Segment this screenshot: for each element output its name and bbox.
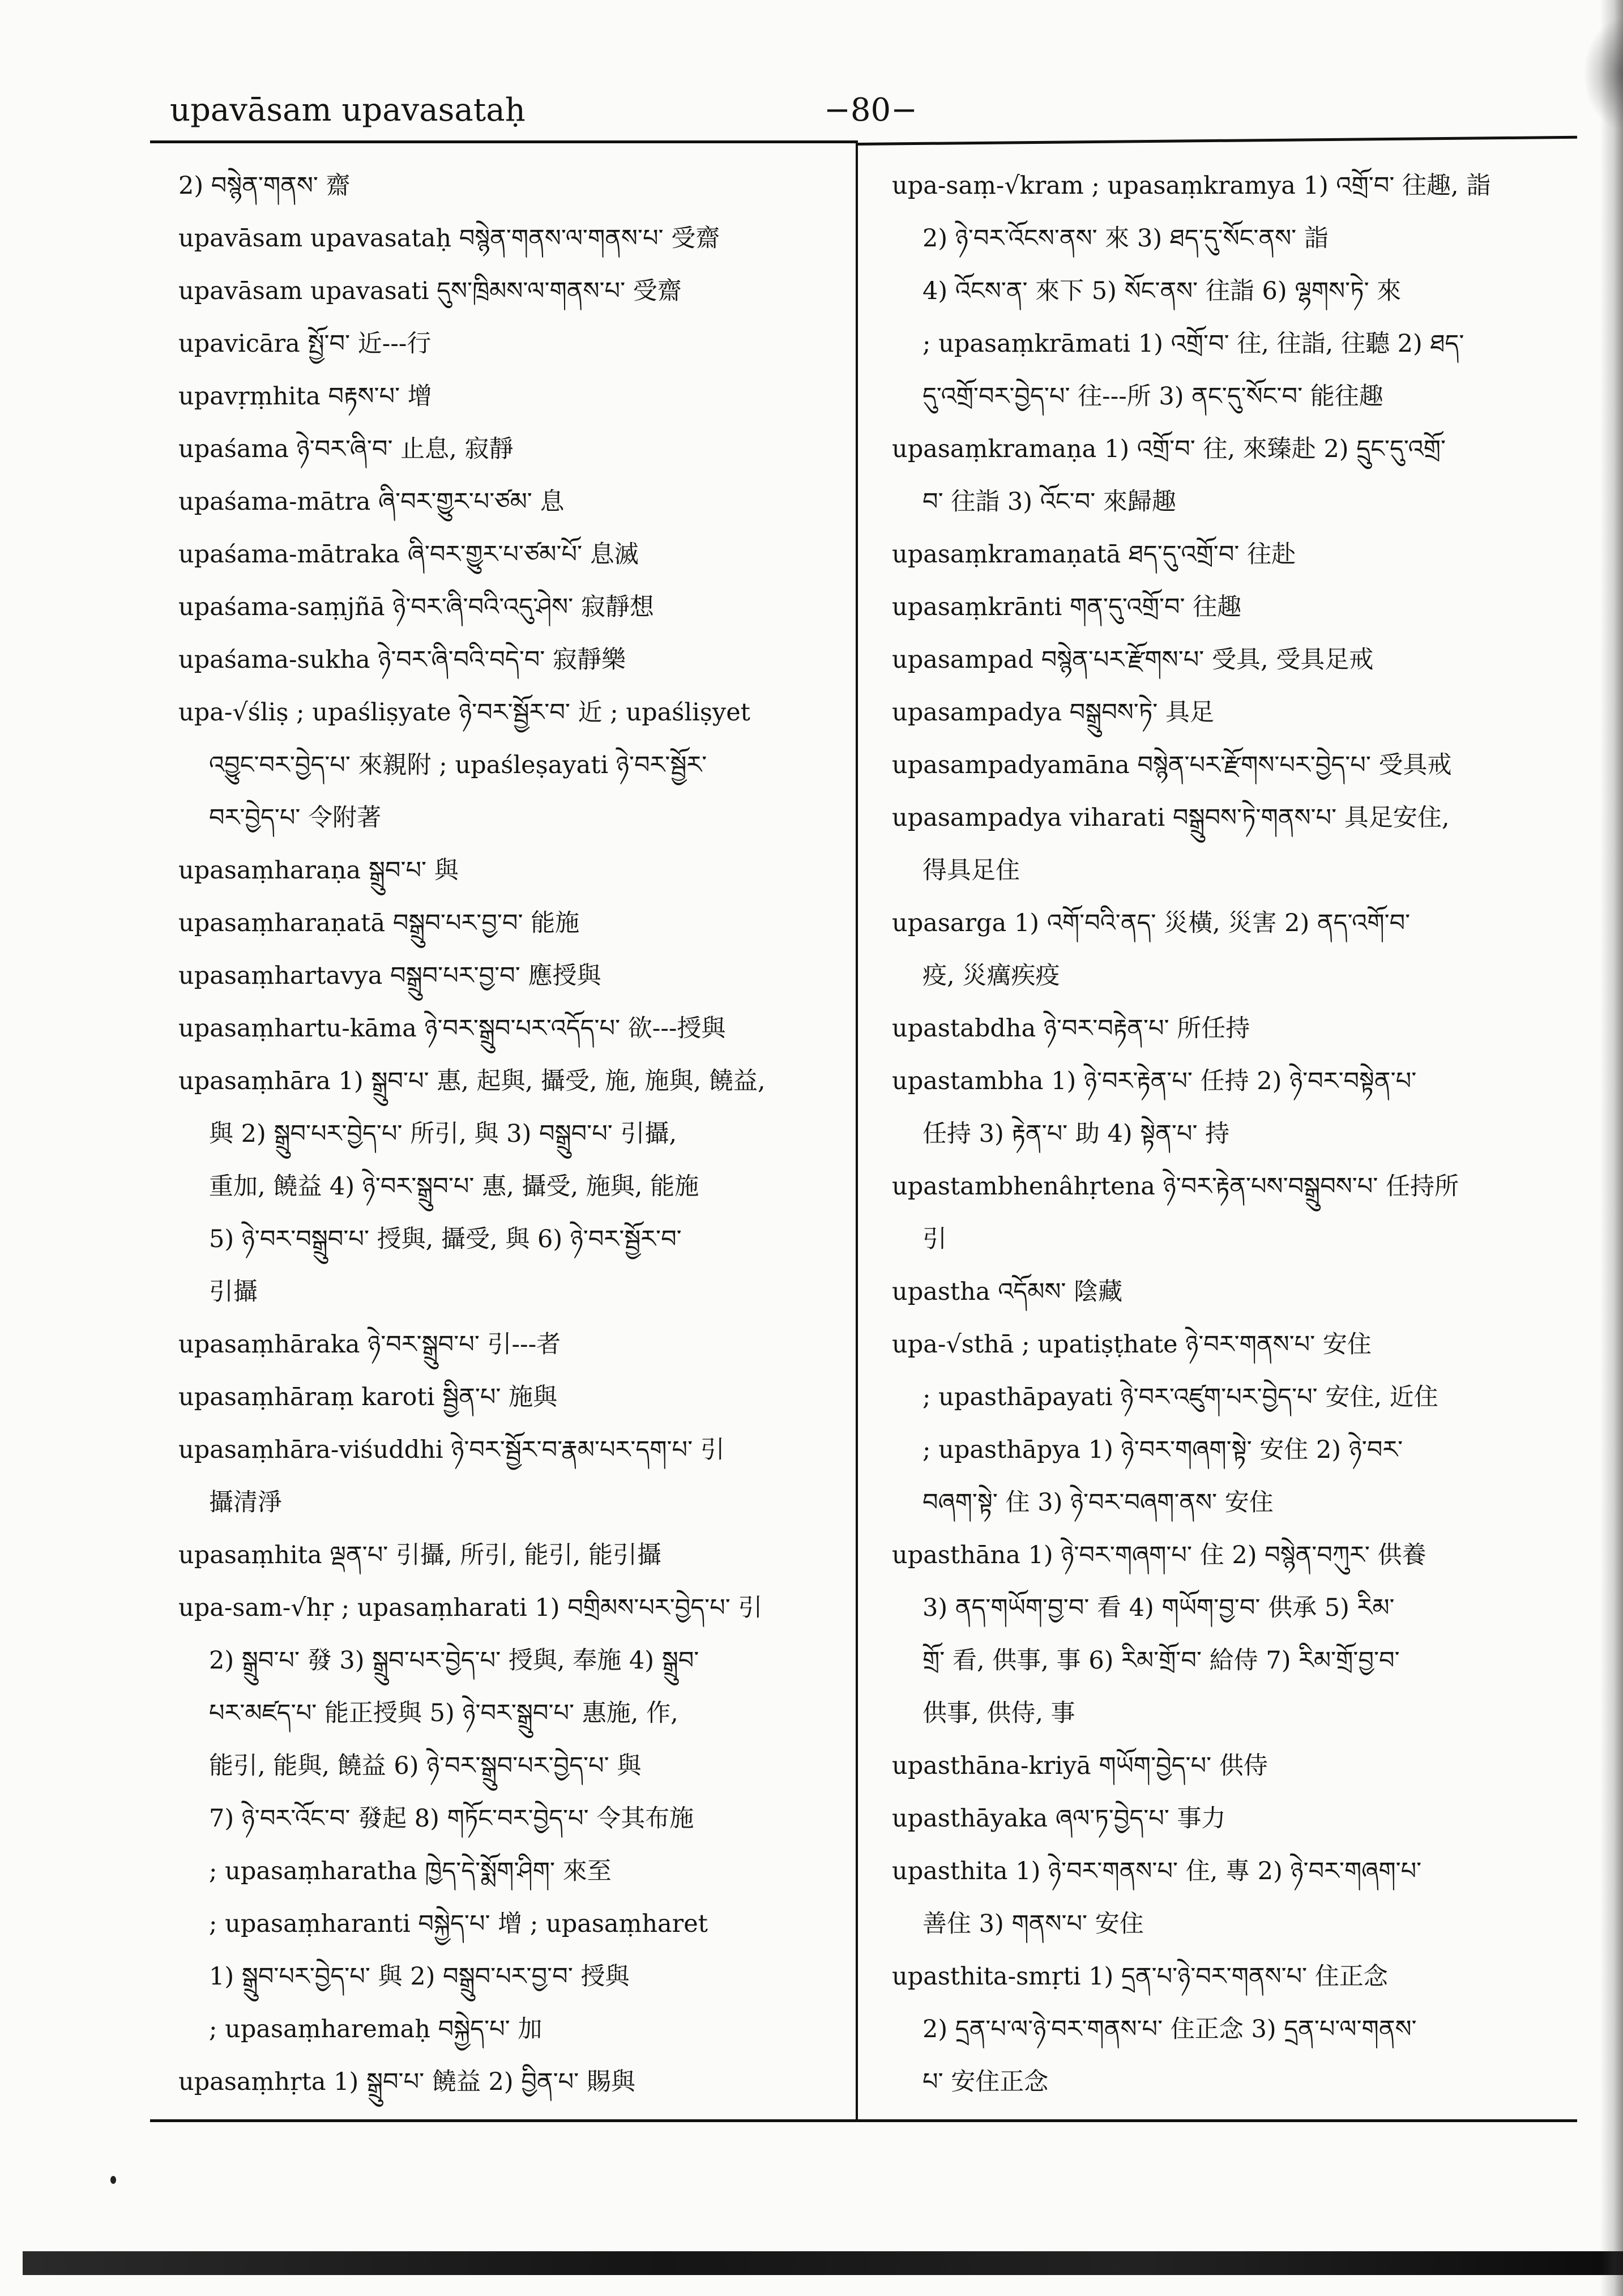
entry-line: པར་མཛད་པ་ 能正授與 5) ཉེ་བར་སྒྲུབ་པ་ 惠施, 作, xyxy=(209,1699,678,1727)
entry-line: upasaṃharaṇa སྒྲུབ་པ་ 與 xyxy=(178,856,459,885)
entry-line: upavāsam upavasati དུས་ཁྲིམས་ལ་གནས་པ་ 受齋 xyxy=(178,277,682,305)
entry-line: upasaṃkramaṇatā ཐད་དུ་འགྲོ་བ་ 往赴 xyxy=(892,540,1296,569)
entry-line: 得具足住 xyxy=(922,856,1020,885)
entry-line: 2) བསྙེན་གནས་ 齋 xyxy=(178,172,351,200)
entry-line: 2) དྲན་པ་ལ་ཉེ་བར་གནས་པ་ 住正念 3) དྲན་པ་ལ་གནས་ xyxy=(922,2015,1417,2043)
entry-line: upastambhenâhṛtena ཉེ་བར་རྟེན་པས་བསྒྲུབས་པ་ 任持所 xyxy=(892,1172,1459,1201)
entry-line: གྲོ་ 看, 供事, 事 6) རིམ་གྲོ་བ་ 給侍 7) རིམ་གྲོ་བྱ་བ་ xyxy=(922,1646,1400,1675)
column-divider xyxy=(856,142,858,2121)
entry-line: 2) སྒྲུབ་པ་ 發 3) སྒྲུབ་པར་བྱེད་པ་ 授與, 奉施 4) སྒྲུབ་ xyxy=(209,1646,699,1675)
entry-line: 4) འོངས་ན་ 來下 5) སོང་ནས་ 往詣 6) ལྷགས་ཏེ་ 來 xyxy=(922,277,1402,305)
entry-line: ; upasaṃharanti བསྐྱེད་པ་ 增 ; upasaṃharet xyxy=(209,1910,708,1938)
entry-line: 5) ཉེ་བར་བསྒྲུབ་པ་ 授與, 攝受, 與 6) ཉེ་བར་སྦྱོར་བ་ xyxy=(209,1225,682,1253)
entry-line: upavṛṃhita བརྟས་པ་ 增 xyxy=(178,382,432,411)
entry-line: upa-√śliṣ ; upaśliṣyate ཉེ་བར་སྦྱོར་བ་ 近 ; upaśliṣyet xyxy=(178,698,750,727)
entry-line: 7) ཉེ་བར་འོང་བ་ 發起 8) གཏོང་བར་བྱེད་པ་ 令其布施 xyxy=(209,1804,694,1833)
entry-line: upasaṃhartavya བསྒྲུབ་པར་བྱ་བ་ 應授與 xyxy=(178,962,601,990)
entry-line: upa-sam-√hṛ ; upasaṃharati 1) བགྲིམས་པར་བྱེད་པ་ 引 xyxy=(178,1594,763,1622)
scan-speck xyxy=(110,2176,116,2184)
entry-line: ; upasthāpya 1) ཉེ་བར་གཞག་སྟེ་ 安住 2) ཉེ་བར་ xyxy=(922,1436,1403,1464)
entry-line: ; upasthāpayati ཉེ་བར་འཛུག་པར་བྱེད་པ་ 安住, 近住 xyxy=(922,1383,1438,1411)
entry-line: upasampadya བསྒྲུབས་ཏེ་ 具足 xyxy=(892,698,1214,727)
entry-line: upaśama-sukha ཉེ་བར་ཞི་བའི་བདེ་བ་ 寂靜樂 xyxy=(178,646,626,674)
entry-line: upaśama-saṃjñā ཉེ་བར་ཞི་བའི་འདུ་ཤེས་ 寂靜想 xyxy=(178,593,654,621)
entry-line: 2) ཉེ་བར་འོངས་ནས་ 來 3) ཐད་དུ་སོང་ནས་ 詣 xyxy=(922,224,1329,253)
entry-line: upasaṃhartu-kāma ཉེ་བར་སྒྲུབ་པར་འདོད་པ་ 欲---授與 xyxy=(178,1014,726,1043)
entry-line: upasaṃharaṇatā བསྒྲུབ་པར་བྱ་བ་ 能施 xyxy=(178,909,580,937)
entry-line: upasaṃhṛta 1) སྒྲུབ་པ་ 饒益 2) བྱིན་པ་ 賜與 xyxy=(178,2068,635,2096)
entry-line: upasampadya viharati བསྒྲུབས་ཏེ་གནས་པ་ 具足安住, xyxy=(892,804,1450,832)
entry-line: དུ་འགྲོ་བར་བྱེད་པ་ 往---所 3) ནང་དུ་སོང་བ་ 能往趣 xyxy=(922,382,1383,411)
entry-line: ; upasaṃkrāmati 1) འགྲོ་བ་ 往, 往詣, 往聽 2) ཐད་ xyxy=(922,330,1464,358)
entry-line: པ་ 安住正念 xyxy=(922,2068,1049,2096)
entry-line: 重加, 饒益 4) ཉེ་བར་སྒྲུབ་པ་ 惠, 攝受, 施與, 能施 xyxy=(209,1172,699,1201)
entry-line: upavicāra སྤྱོ་བ་ 近---行 xyxy=(178,330,432,358)
bottom-rule xyxy=(150,2119,1577,2122)
top-rule-right xyxy=(858,136,1577,146)
entry-line: upasthāyaka ཞལ་ཏ་བྱེད་པ་ 事力 xyxy=(892,1804,1226,1833)
entry-line: upasthita 1) ཉེ་བར་གནས་པ་ 住, 專 2) ཉེ་བར་གཞག་པ་ xyxy=(892,1857,1422,1885)
entry-line: upaśama-mātra ཞི་བར་གྱུར་པ་ཙམ་ 息 xyxy=(178,488,565,516)
entry-line: upasaṃhita ལྡན་པ་ 引攝, 所引, 能引, 能引攝 xyxy=(178,1541,661,1569)
scan-shadow-bar xyxy=(23,2251,1623,2275)
entry-line: 善住 3) གནས་པ་ 安住 xyxy=(922,1910,1144,1938)
entry-line: བ་ 往詣 3) འོང་བ་ 來歸趣 xyxy=(922,488,1176,516)
entry-line: 引攝 xyxy=(209,1278,258,1306)
entry-line: upastambha 1) ཉེ་བར་རྟེན་པ་ 任持 2) ཉེ་བར་བསྟེན་པ་ xyxy=(892,1067,1417,1095)
scan-corner-shadow xyxy=(1583,17,1623,130)
entry-line: 1) སྒྲུབ་པར་བྱེད་པ་ 與 2) བསྒྲུབ་པར་བྱ་བ་ 授與 xyxy=(209,1962,630,1991)
entry-line: བར་བྱེད་པ་ 令附著 xyxy=(209,804,382,832)
entry-line: བཞག་སྟེ་ 住 3) ཉེ་བར་བཞག་ནས་ 安住 xyxy=(922,1488,1274,1517)
entry-line: 引 xyxy=(922,1225,947,1253)
entry-line: upasaṃkrānti གན་དུ་འགྲོ་བ་ 往趣 xyxy=(892,593,1242,621)
entry-line: upasampadyamāna བསྙེན་པར་རྫོགས་པར་བྱེད་པ་ 受具戒 xyxy=(892,751,1452,779)
entry-line: upasampad བསྙེན་པར་རྫོགས་པ་ 受具, 受具足戒 xyxy=(892,646,1374,674)
entry-line: ; upasaṃharemaḥ བསྐྱེད་པ་ 加 xyxy=(209,2015,543,2043)
scan-edge-shadow xyxy=(1600,0,1623,2296)
entry-line: 任持 3) རྟེན་པ་ 助 4) སྟེན་པ་ 持 xyxy=(922,1120,1230,1148)
entry-line: upa-saṃ-√kram ; upasaṃkramya 1) འགྲོ་བ་ 往趣, 詣 xyxy=(892,172,1491,200)
entry-line: 3) ནད་གཡོག་བྱ་བ་ 看 4) གཡོག་བྱ་བ་ 供承 5) རིམ་ xyxy=(922,1594,1395,1622)
entry-line: 供事, 供侍, 事 xyxy=(922,1699,1075,1727)
entry-line: upasarga 1) འགོ་བའི་ནད་ 災橫, 災害 2) ནད་འགོ་བ་ xyxy=(892,909,1411,937)
top-rule-left xyxy=(150,140,858,143)
entry-line: 攝清淨 xyxy=(209,1488,282,1517)
entry-line: upasaṃhāraka ཉེ་བར་སྒྲུབ་པ་ 引---者 xyxy=(178,1330,561,1359)
entry-line: upa-√sthā ; upatiṣṭhate ཉེ་བར་གནས་པ་ 安住 xyxy=(892,1330,1372,1359)
entry-line: upasaṃhāra 1) སྒྲུབ་པ་ 惠, 起與, 攝受, 施, 施與, 饒益, xyxy=(178,1067,766,1095)
entry-line: upasaṃhāra-viśuddhi ཉེ་བར་སྦྱོར་བ་རྣམ་པར་དག་པ་ 引 xyxy=(178,1436,725,1464)
entry-line: upasthita-smṛti 1) དྲན་པ་ཉེ་བར་གནས་པ་ 住正念 xyxy=(892,1962,1388,1991)
entry-line: upasaṃkramaṇa 1) འགྲོ་བ་ 往, 來臻赴 2) དྲུང་དུ་འགྲོ་ xyxy=(892,435,1446,463)
entry-line: 與 2) སྒྲུབ་པར་བྱེད་པ་ 所引, 與 3) བསྒྲུབ་པ་ 引攝, xyxy=(209,1120,677,1148)
entry-line: upavāsam upavasataḥ བསྙེན་གནས་ལ་གནས་པ་ 受齋 xyxy=(178,224,720,253)
entry-line: upastha འདོམས་ 陰藏 xyxy=(892,1278,1123,1306)
right-column xyxy=(892,160,1490,2109)
entry-line: upasaṃhāraṃ karoti སྦྱིན་པ་ 施與 xyxy=(178,1383,558,1411)
entry-line: upastabdha ཉེ་བར་བརྟེན་པ་ 所任持 xyxy=(892,1014,1250,1043)
entry-line: 能引, 能與, 饒益 6) ཉེ་བར་སྒྲུབ་པར་བྱེད་པ་ 與 xyxy=(209,1752,642,1780)
entry-line: འབྱུང་བར་བྱེད་པ་ 來親附 ; upaśleṣayati ཉེ་བར་སྦྱོར་ xyxy=(209,751,707,779)
page-number: −80− xyxy=(824,92,918,129)
entry-line: upasthāna-kriyā གཡོག་བྱེད་པ་ 供侍 xyxy=(892,1752,1268,1780)
entry-line: upaśama-mātraka ཞི་བར་གྱུར་པ་ཙམ་པོ་ 息滅 xyxy=(178,540,639,569)
running-head: upavāsam upavasataḥ xyxy=(170,92,526,129)
entry-line: upasthāna 1) ཉེ་བར་གཞག་པ་ 住 2) བསྙེན་བཀུར་ 供養 xyxy=(892,1541,1426,1569)
entry-line: 疫, 災癘疾疫 xyxy=(922,962,1060,990)
entry-line: upaśama ཉེ་བར་ཞི་བ་ 止息, 寂靜 xyxy=(178,435,514,463)
entry-line: ; upasaṃharatha ཁྱེད་དེ་སྨོག་ཤིག་ 來至 xyxy=(209,1857,612,1885)
left-column xyxy=(178,160,766,2109)
